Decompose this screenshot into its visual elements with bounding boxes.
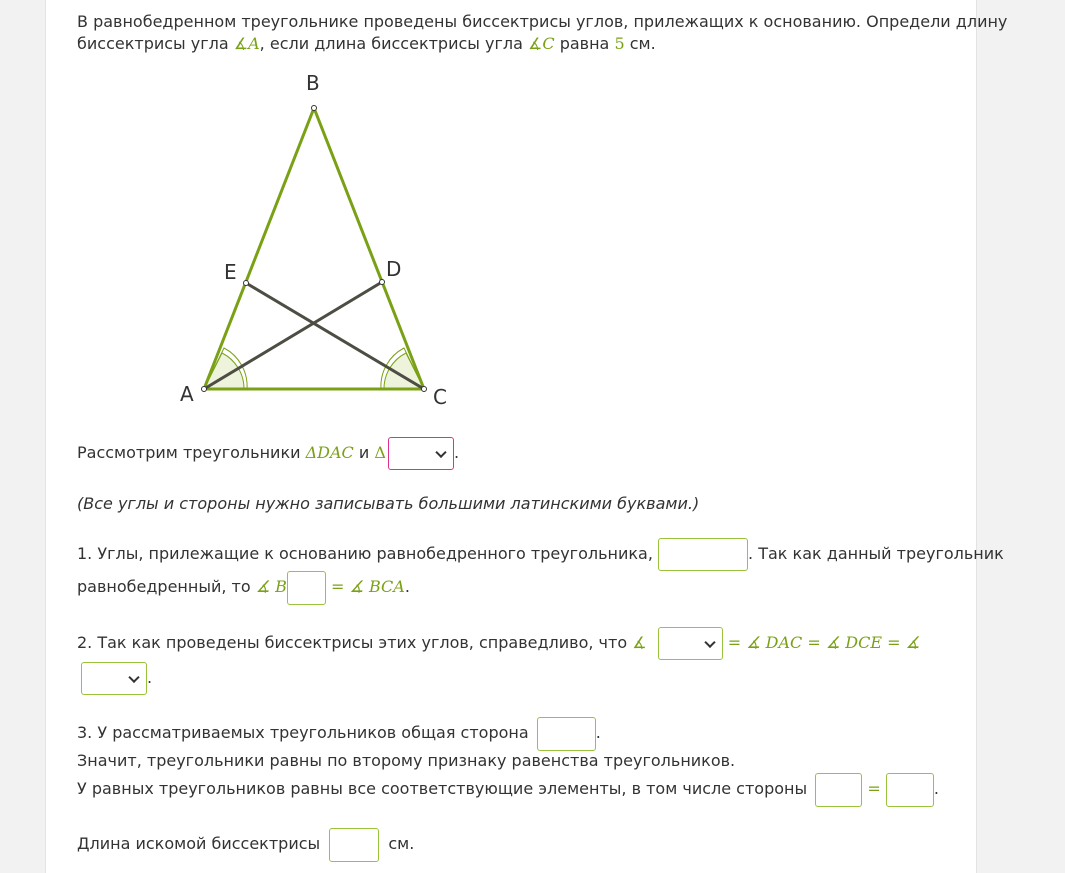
label-e: E [224, 260, 237, 284]
step0-period: . [453, 443, 460, 462]
angle-eq-last: = ∡ [887, 633, 920, 652]
angle-symbol: ∡ [528, 34, 543, 53]
problem-text-2c: равна [559, 34, 610, 53]
step3-line-1 [77, 716, 601, 751]
label-b: B [306, 71, 320, 95]
point-e [244, 281, 249, 286]
step3-line-2 [77, 751, 735, 770]
side-ab [204, 108, 314, 389]
problem-unit: см. [629, 34, 656, 53]
task-card [45, 0, 1008, 873]
note-text: (Все углы и стороны нужно записывать большими латинскими буквами.) [77, 494, 700, 513]
answer-text: Длина искомой биссектрисы [77, 834, 321, 853]
answer-input[interactable] [329, 828, 379, 862]
equals-sign: = [331, 577, 345, 596]
angle-c: C [542, 34, 555, 53]
angle-dce: = ∡ DCE [807, 633, 883, 652]
point-d [380, 280, 385, 285]
chevron-down-icon [704, 636, 715, 647]
angle-bca: ∡ BCA [349, 577, 405, 596]
angle-dac: = ∡ DAC [727, 633, 803, 652]
equal-side-input-1[interactable] [815, 773, 862, 807]
delta-symbol: Δ [374, 443, 386, 462]
point-b [312, 106, 317, 111]
equals-sign: = [867, 779, 881, 798]
note-line [77, 494, 699, 513]
step2-angle-select-2[interactable] [81, 662, 147, 695]
step2-text-a: 2. Так как проведены биссектрисы этих углов, справедливо, что [77, 633, 628, 652]
step3-text-a: 3. У рассматриваемых треугольников общая сторона [77, 723, 529, 742]
chevron-down-icon [435, 446, 446, 457]
step3-equal-sides-text: У равных треугольников равны все соответствующие элементы, в том числе стороны [77, 779, 808, 798]
side-bc [314, 108, 424, 389]
triangle-diagram [132, 66, 447, 416]
step1-base-angles-input[interactable] [658, 538, 748, 571]
step1-text-a: 1. Углы, прилежащие к основанию равнобедренного треугольника, [77, 544, 653, 563]
step1-line-1 [77, 537, 1004, 571]
step0-line [77, 436, 459, 470]
bisector-ad [204, 282, 382, 389]
label-a: A [180, 382, 194, 406]
chevron-down-icon [128, 671, 139, 682]
angle-b: ∡ B [255, 577, 287, 596]
problem-line-1 [77, 12, 1007, 31]
step3-period-2: . [933, 779, 939, 798]
step1-line-2 [77, 570, 410, 605]
step3-period: . [595, 723, 601, 742]
point-c [422, 387, 427, 392]
problem-text: В равнобедренном треугольнике проведены биссектрисы углов, прилежащих к основанию. Определи длину [77, 12, 1008, 31]
step1-text-b: . Так как данный треугольник [748, 544, 1004, 563]
step1-text-c: равнобедренный, то [77, 577, 251, 596]
step0-text: Рассмотрим треугольники [77, 443, 301, 462]
angle-symbol: ∡ [233, 34, 249, 53]
angle-symbol: ∡ [632, 633, 647, 652]
answer-unit: см. [388, 834, 415, 853]
step3-line-3 [77, 772, 939, 807]
label-d: D [386, 257, 402, 281]
bisector-ce [246, 283, 424, 389]
equal-side-input-2[interactable] [886, 773, 934, 807]
problem-line-2 [77, 34, 656, 53]
step2-angle-select-1[interactable] [658, 627, 723, 660]
common-side-input[interactable] [537, 717, 596, 751]
given-length: 5 [614, 34, 625, 53]
answer-line [77, 827, 414, 862]
step2-line-2 [77, 661, 152, 695]
triangle-select[interactable] [388, 437, 454, 470]
label-c: C [433, 385, 447, 409]
step2-period: . [147, 668, 153, 687]
step2-line-1 [77, 626, 920, 660]
angle-a: A [248, 34, 260, 53]
point-a [202, 387, 207, 392]
step1-period: . [404, 577, 410, 596]
step0-and: и [358, 443, 370, 462]
step3-conclusion: Значит, треугольники равны по второму признаку равенства треугольников. [77, 751, 736, 770]
problem-text-2b: , если длина биссектрисы угла [259, 34, 523, 53]
problem-text-2a: биссектрисы угла [77, 34, 229, 53]
triangle-dac: ΔDAC [305, 443, 354, 462]
step1-angle-input[interactable] [287, 571, 326, 605]
